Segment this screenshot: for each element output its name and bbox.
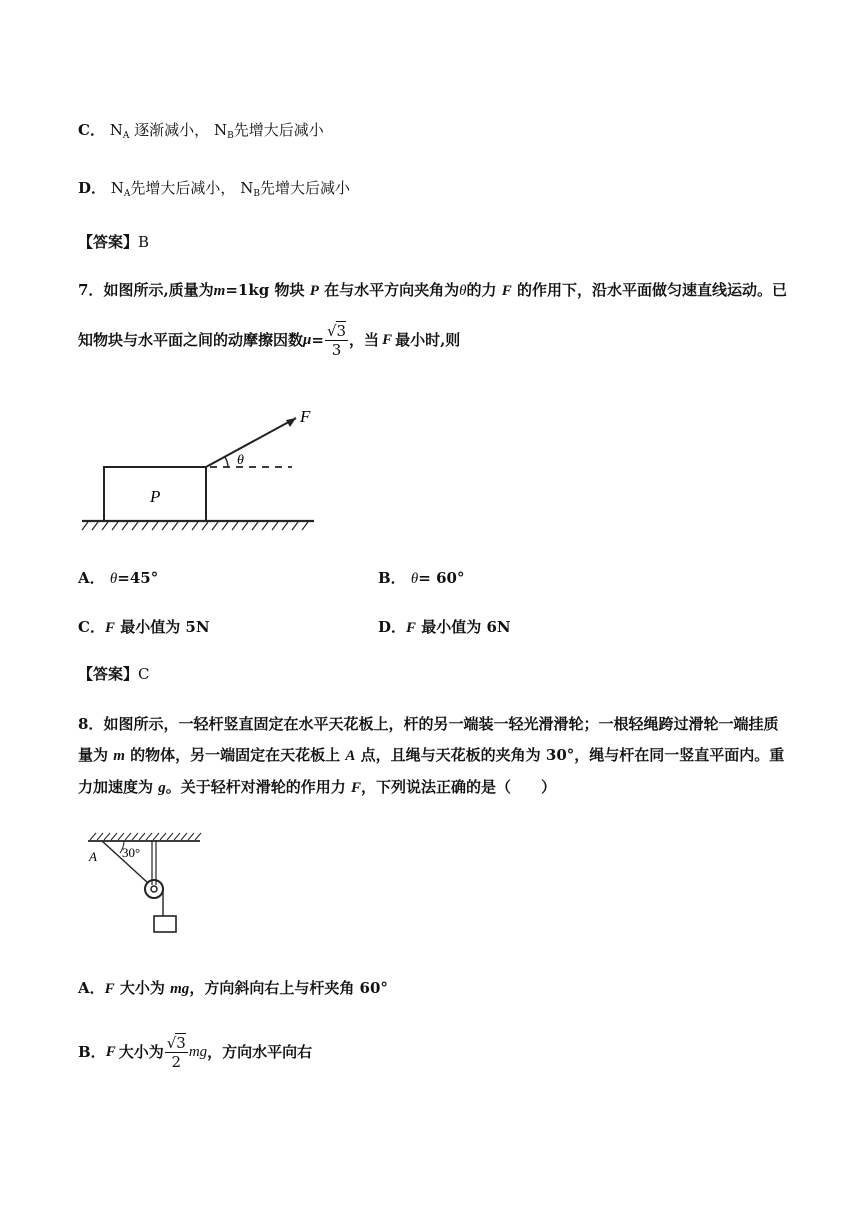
point-a-label: A: [89, 849, 97, 864]
var-mg: mg: [188, 1044, 208, 1060]
var-f: F: [351, 780, 362, 796]
subscript: B: [253, 189, 260, 199]
block-label: P: [150, 487, 161, 506]
var-f: F: [104, 981, 115, 997]
stem-text: 的作用下，沿水平面做匀速直线运动。已: [516, 281, 787, 299]
fraction-root3-over-2: [165, 1033, 188, 1071]
option-label: B．: [378, 569, 406, 587]
q8-option-b: [78, 1028, 312, 1076]
var-theta: θ: [410, 571, 419, 587]
option-text: ，方向斜向右上与杆夹角 60°: [189, 979, 388, 997]
q7-stem-line2: [78, 316, 460, 364]
q8-stem-line2: [78, 745, 784, 766]
stem-text: ，当: [349, 331, 380, 349]
question-number: 8．: [78, 715, 104, 733]
option-text: = 60°: [418, 569, 465, 587]
angle-label: θ: [237, 453, 244, 468]
option-label: B．: [78, 1043, 106, 1061]
hanging-mass: [154, 916, 176, 932]
q8-option-a: [78, 978, 388, 999]
sqrt-radicand: 3: [336, 322, 347, 340]
stem-text: =1kg 物块: [225, 281, 305, 299]
force-label: F: [300, 407, 311, 426]
arrow-head: [286, 418, 296, 427]
q7-option-d: [378, 617, 511, 638]
force-arrow: [206, 418, 296, 467]
stem-text: 如图所示,质量为: [103, 281, 214, 299]
normal-force: N: [109, 121, 123, 139]
stem-text: 点，且绳与天花板的夹角为 30°，绳与杆在同一竖直平面内。重: [360, 746, 785, 764]
option-label: A．: [78, 569, 105, 587]
equals-sign: =: [311, 331, 324, 349]
q6-option-c: [78, 120, 324, 146]
option-text: 先增大后减小，: [130, 179, 236, 197]
sqrt-radicand: 3: [176, 1034, 186, 1052]
option-text: 大小为: [118, 1043, 164, 1061]
var-f: F: [501, 283, 512, 299]
var-mg: mg: [170, 981, 190, 997]
q7-option-a: [78, 568, 158, 589]
var-f: F: [105, 1044, 116, 1060]
option-text: ，方向水平向右: [207, 1043, 313, 1061]
option-text: 最小值为 5N: [120, 618, 210, 636]
fraction-root3-over-3: [325, 321, 348, 359]
normal-force: N: [110, 179, 124, 197]
option-text: 先增大后减小: [259, 179, 350, 197]
normal-force: N: [240, 179, 254, 197]
pulley-wheel: [145, 880, 163, 898]
q7-option-b: [378, 568, 464, 589]
option-text: =45°: [117, 569, 159, 587]
option-text: 大小为: [119, 979, 165, 997]
var-f: F: [382, 332, 393, 348]
option-text: 最小值为 6N: [421, 618, 511, 636]
q6-option-d: [78, 178, 350, 204]
angle-arc: [225, 457, 228, 467]
var-theta: θ: [109, 571, 118, 587]
subscript: A: [123, 189, 131, 199]
var-m: m: [213, 283, 226, 299]
var-f: F: [104, 620, 115, 636]
q6-answer: [78, 232, 149, 252]
option-label: C．: [78, 121, 105, 139]
stem-text: 如图所示，一轻杆竖直固定在水平天花板上，杆的另一端装一轻光滑滑轮；一根轻绳跨过滑轮一端挂质: [103, 715, 779, 733]
var-p: P: [309, 283, 319, 299]
stem-text: 。关于轻杆对滑轮的作用力: [165, 778, 346, 796]
q7-answer: [78, 664, 150, 684]
stem-text: 的力: [466, 281, 497, 299]
q8-pulley-figure: [80, 828, 210, 940]
var-g: g: [158, 780, 166, 796]
stem-text: 知物块与水平面之间的动摩擦因数: [78, 331, 304, 349]
stem-text: 的物体，另一端固定在天花板上: [130, 746, 341, 764]
stem-text: 力加速度为: [78, 778, 154, 796]
ground-hatching: [82, 522, 308, 530]
subscript: A: [122, 131, 130, 141]
q8-stem-line3: [78, 777, 556, 798]
var-a: A: [345, 748, 356, 764]
option-label: D．: [378, 618, 407, 636]
var-m: m: [113, 748, 125, 764]
q8-stem-line1: [78, 714, 778, 734]
stem-text: 最小时,则: [395, 331, 461, 349]
stem-text: 在与水平方向夹角为: [324, 281, 460, 299]
q7-block-force-figure: [70, 398, 330, 538]
answer-value: C: [138, 665, 150, 683]
stem-text: 量为: [78, 746, 109, 764]
var-theta: θ: [459, 283, 467, 299]
option-label: A．: [78, 979, 105, 997]
answer-label: 【答案】: [78, 665, 139, 683]
angle-label: 30°: [122, 845, 141, 860]
sqrt-symbol: √: [166, 1034, 177, 1052]
pulley-axle: [151, 886, 157, 892]
var-f: F: [406, 620, 417, 636]
denominator: 3: [331, 341, 342, 359]
subscript: B: [227, 131, 234, 141]
option-text: 逐渐减小，: [134, 121, 210, 139]
option-label: C．: [78, 618, 105, 636]
question-number: 7．: [78, 281, 104, 299]
option-text: 先增大后减小: [233, 121, 324, 139]
q7-option-c: [78, 617, 210, 638]
var-mu: μ: [303, 332, 312, 348]
denominator: 2: [171, 1053, 182, 1071]
answer-label: 【答案】: [78, 233, 139, 251]
normal-force: N: [213, 121, 228, 139]
q7-stem-line1: [78, 280, 787, 301]
stem-text: ，下列说法正确的是（ ）: [361, 778, 557, 796]
answer-value: B: [138, 233, 150, 251]
sqrt-symbol: √: [326, 322, 337, 340]
ceiling-hatching: [90, 833, 201, 840]
option-label: D．: [78, 179, 107, 197]
